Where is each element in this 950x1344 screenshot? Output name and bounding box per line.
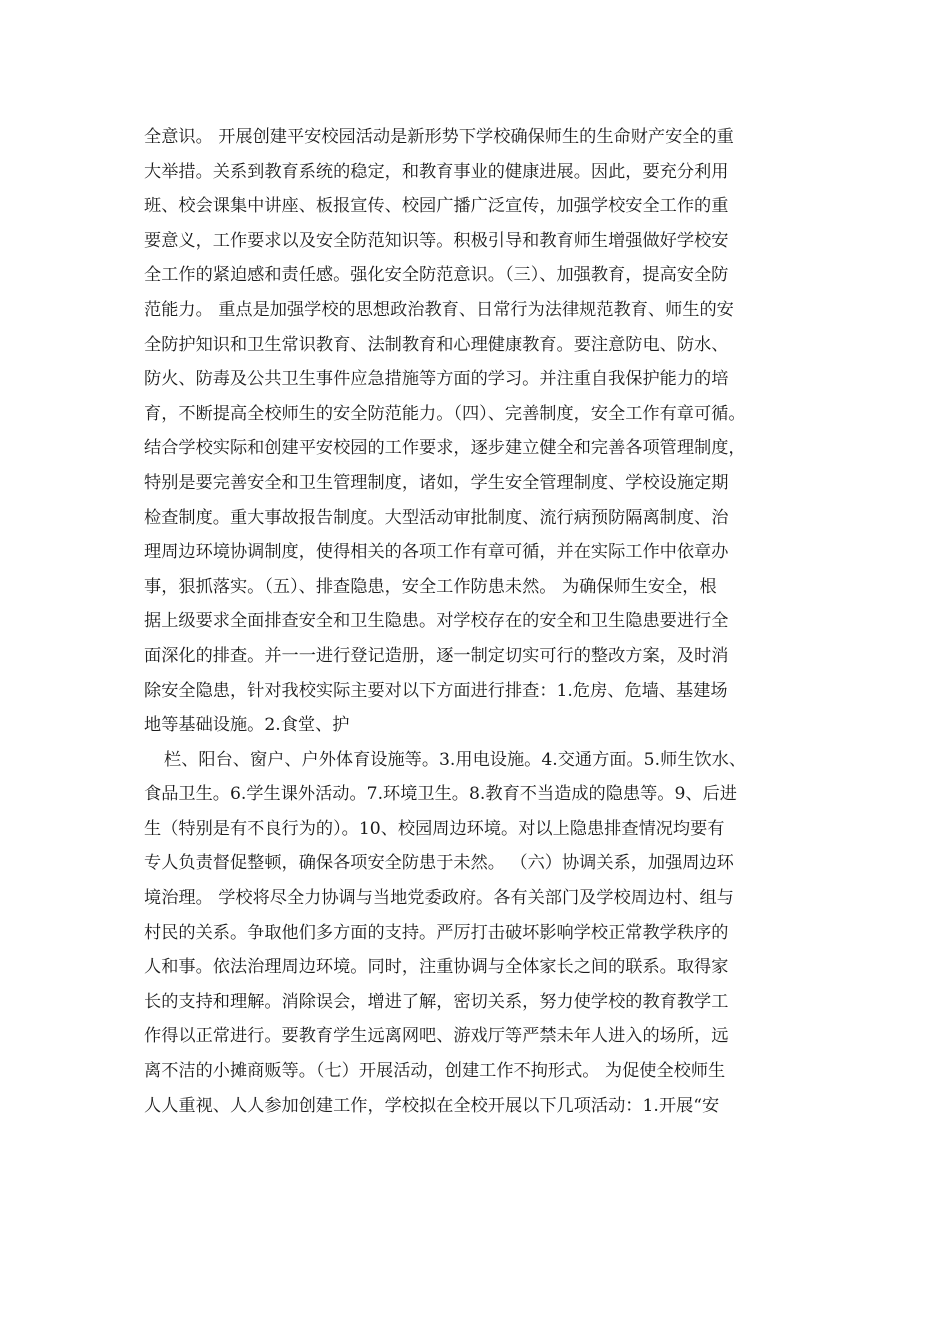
text-line: 育，不断提高全校师生的安全防范能力。（四）、完善制度，安全工作有章可循。	[144, 403, 746, 424]
text-line: 特别是要完善安全和卫生管理制度，诸如，学生安全管理制度、学校设施定期	[144, 472, 729, 493]
text-line: 检查制度。重大事故报告制度。大型活动审批制度、流行病预防隔离制度、治	[144, 507, 729, 528]
text-line: 全意识。 开展创建平安校园活动是新形势下学校确保师生的生命财产安全的重	[144, 127, 734, 147]
text-line: 人人重视、人人参加创建工作，学校拟在全校开展以下几项活动：1.开展“安	[144, 1095, 720, 1116]
text-line: 事，狠抓落实。（五）、排查隐患，安全工作防患未然。 为确保师生安全，根	[144, 576, 717, 597]
text-line: 地等基础设施。2.食堂、护	[144, 715, 350, 736]
text-line: 结合学校实际和创建平安校园的工作要求，逐步建立健全和完善各项管理制度，	[144, 438, 746, 459]
text-line: 要意义，工作要求以及安全防范知识等。积极引导和教育师生增强做好学校安	[144, 230, 729, 251]
text-line: 离不洁的小摊商贩等。（七）开展活动，创建工作不拘形式。 为促使全校师生	[144, 1061, 726, 1082]
text-line: 班、校会课集中讲座、板报宣传、校园广播广泛宣传，加强学校安全工作的重	[144, 196, 729, 217]
text-line: 食品卫生。6.学生课外活动。7.环境卫生。8.教育不当造成的隐患等。9、后进	[144, 784, 737, 805]
text-line: 防火、防毒及公共卫生事件应急措施等方面的学习。并注重自我保护能力的培	[144, 369, 729, 390]
text-line: 生（特别是有不良行为的）。10、校园周边环境。对以上隐患排查情况均要有	[144, 818, 725, 839]
text-line: 面深化的排查。并一一进行登记造册，逐一制定切实可行的整改方案，及时消	[144, 645, 729, 666]
text-line: 除安全隐患，针对我校实际主要对以下方面进行排查：1.危房、危墙、基建场	[144, 680, 728, 701]
text-line: 栏、阳台、窗户、户外体育设施等。3.用电设施。4.交通方面。5.师生饮水、	[164, 749, 747, 770]
text-line: 大举措。关系到教育系统的稳定，和教育事业的健康进展。因此，要充分利用	[144, 161, 729, 182]
text-line: 人和事。依法治理周边环境。同时，注重协调与全体家长之间的联系。取得家	[144, 957, 729, 978]
text-line: 境治理。 学校将尽全力协调与当地党委政府。各有关部门及学校周边村、组与	[144, 888, 734, 909]
text-line: 村民的关系。争取他们多方面的支持。严厉打击破坏影响学校正常教学秩序的	[144, 922, 729, 943]
text-line: 全工作的紧迫感和责任感。强化安全防范意识。（三）、加强教育，提高安全防	[144, 265, 729, 286]
text-line: 理周边环境协调制度，使得相关的各项工作有章可循，并在实际工作中依章办	[144, 542, 729, 563]
text-line: 全防护知识和卫生常识教育、法制教育和心理健康教育。要注意防电、防水、	[144, 334, 729, 355]
text-line: 长的支持和理解。消除误会，增进了解，密切关系，努力使学校的教育教学工	[144, 991, 729, 1012]
text-line: 专人负责督促整顿，确保各项安全防患于未然。 （六）协调关系，加强周边环	[144, 853, 734, 874]
text-line: 作得以正常进行。要教育学生远离网吧、游戏厅等严禁未年人进入的场所，远	[144, 1026, 729, 1047]
text-line: 范能力。 重点是加强学校的思想政治教育、日常行为法律规范教育、师生的安	[144, 299, 734, 320]
text-line: 据上级要求全面排查安全和卫生隐患。对学校存在的安全和卫生隐患要进行全	[144, 611, 729, 632]
body-text	[144, 120, 844, 1123]
